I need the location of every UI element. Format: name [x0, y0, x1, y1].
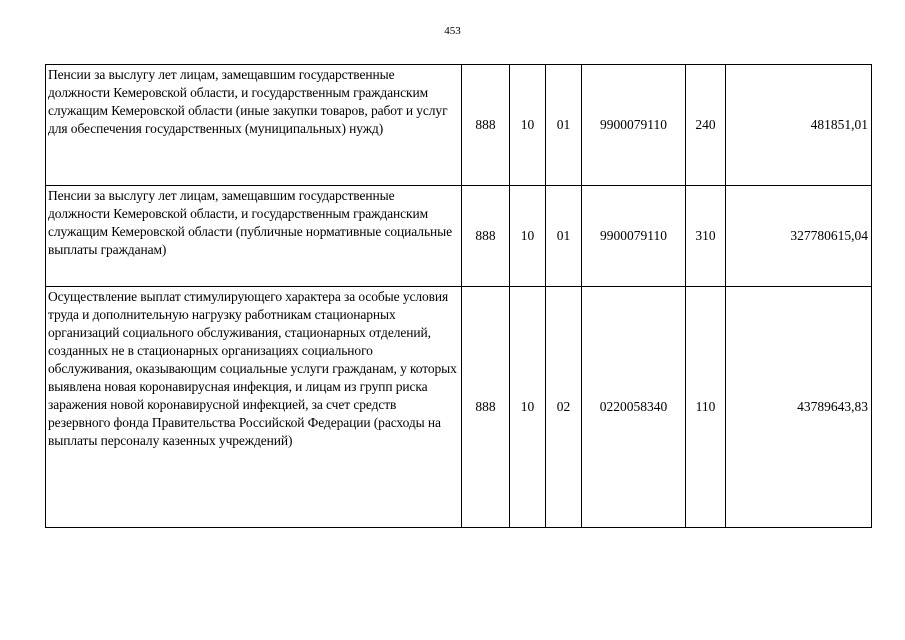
target-article-code: 9900079110: [582, 186, 686, 287]
row-description: Пенсии за выслугу лет лицам, замещавшим государственные должности Кемеровской области, и государственным гражданским служащим Кемеровской области (публичные нормативные социальные выплаты гражданам): [46, 186, 462, 287]
section-code: 10: [510, 65, 546, 186]
ministry-code: 888: [462, 65, 510, 186]
subsection-code: 01: [546, 65, 582, 186]
row-description: Осуществление выплат стимулирующего характера за особые условия труда и дополнительную нагрузку работникам стационарных организаций социального обслуживания, стационарных отделений, созданных не в стационарных организациях социального обслуживания, оказывающим социальные услуги гражданам, у которых выявлена новая коронавирусная инфекция, и лицам из групп риска заражения новой коронавирусной инфекцией, за счет средств резервного фонда Правительства Российской Федерации (расходы на выплаты персоналу казенных учреждений): [46, 287, 462, 528]
section-code: 10: [510, 287, 546, 528]
table-row: [46, 186, 872, 287]
page-number: 453: [444, 25, 461, 37]
section-code: 10: [510, 186, 546, 287]
table-row: [46, 287, 872, 528]
ministry-code: 888: [462, 186, 510, 287]
target-article-code: 0220058340: [582, 287, 686, 528]
amount-value: 481851,01: [726, 65, 872, 186]
amount-value: 43789643,83: [726, 287, 872, 528]
row-description: Пенсии за выслугу лет лицам, замещавшим государственные должности Кемеровской области, и государственным гражданским служащим Кемеровской области (иные закупки товаров, работ и услуг для обеспечения государственных (муниципальных) нужд): [46, 65, 462, 186]
budget-table: [45, 64, 872, 528]
expense-type-code: 310: [686, 186, 726, 287]
expense-type-code: 240: [686, 65, 726, 186]
amount-value: 327780615,04: [726, 186, 872, 287]
ministry-code: 888: [462, 287, 510, 528]
table-row: [46, 65, 872, 186]
subsection-code: 01: [546, 186, 582, 287]
target-article-code: 9900079110: [582, 65, 686, 186]
subsection-code: 02: [546, 287, 582, 528]
expense-type-code: 110: [686, 287, 726, 528]
